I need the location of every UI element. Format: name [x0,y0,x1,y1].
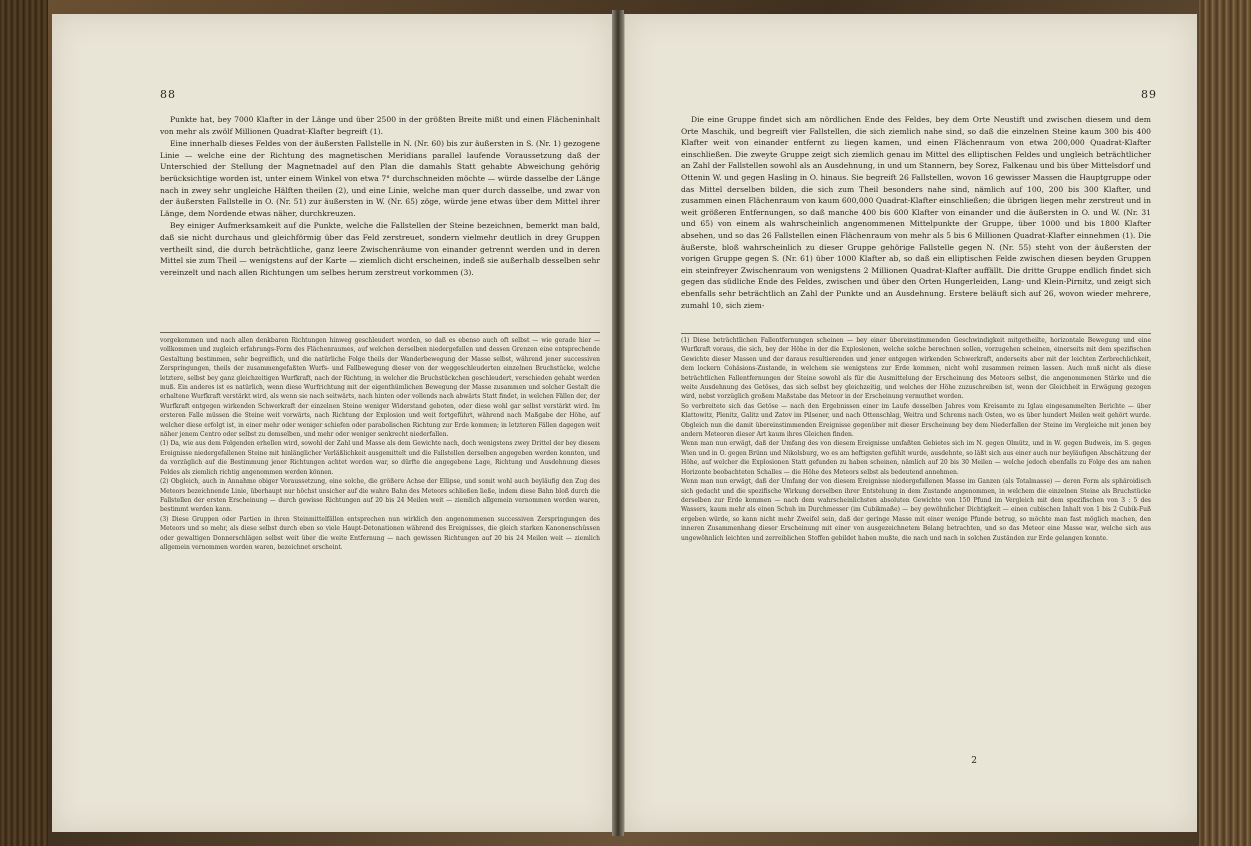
footnote: Wenn man nun erwägt, daß der Umfang des von diesem Ereignisse umfaßten Gebietes sich im N. gegen Olmütz, und in W. gegen Budweis, im S. gegen Wien und in O. gegen Brünn und Nikolsburg, wo es am heftigsten gefühlt wurde, ausdehnte, so läßt sich aus einer auch nur beyläufigen Abschätzung der Höhe, auf welcher die Explosionen Statt gefunden zu haben scheinen, nämlich auf 20 bis 30 Meilen — welche jedoch ebenfalls zu Folge des am nahen Horizonte beobachteten Schalles — die Höhe des Meteors selbst als bedeutend annehmen. [681,440,1151,476]
footnote: So verbreitete sich das Getöse — nach den Ergebnissen einer im Laufe desselben Jahres vom Kreisamte zu Iglau eingesammelten Berichte — über Klattowitz, Plenitz, Galitz und Zatov im Pilsener, und nach Ottenschlag, Weitra und Schrems nach Osten, wo es über hundert Meilen weit gehört wurde. Obgleich nun die damit übereinstimmenden Ereignisse gegenüber mit dieser Erscheinung bey dem Niederfallen der Steine im Vergleiche mit jenen bey andern Meteoren dieser Art kaum ihres Gleichen finden. [681,402,1151,439]
footnotes [681,336,1151,543]
page-number: 89 [1141,88,1157,101]
book-spine-edge-left [0,0,48,846]
page-number: 88 [160,88,176,101]
paragraph: Punkte hat, bey 7000 Klafter in der Länge und über 2500 in der größten Breite mißt und einen Flächeninhalt von mehr als zwölf Millionen Quadrat-Klafter begreift (1). [160,115,600,136]
left-page [52,14,613,832]
signature-mark: 2 [971,756,977,766]
footnote: Wenn man nun erwägt, daß der Umfang der von diesem Ereignisse niedergefallenen Masse im Ganzen (als Totalmasse) — deren Form als sphäroidisch sich gedacht und die spezifische Wirkung derselben ihrer Entstehung in dem Zustande angenommen, in welchem die einzelnen Steine als Bruchstücke derselben zur Erde kommen — nach dem wahrscheinlichsten absoluten Gewichte von 150 Pfund im Vergleich mit dem spezifischen von 3 : 5 des Wassers, kaum mehr als einen Schuh im Durchmesser (im Cubikmaße) — bey gewöhnlicher Dichtigkeit — einen cubischen Inhalt von 1 bis 2 Cubik-Fuß ergeben würde, so kann nicht mehr Zweifel sein, daß der geringe Masse mit einer wenige Pfunde betrug, so möchte man fast möglich machen, den inneren Zusammenhang dieser Erscheinung mit einer von ausgezeichnetem Belang betrachten, und so das Meteor eine Masse war, welche sich aus ungewöhnlich leichten und zerreiblichen Stoffen gebildet haben mußte, die nach und nach in solchen Zuständen zur Erde gelangen konnte. [681,478,1151,542]
paragraph: Bey einiger Aufmerksamkeit auf die Punkte, welche die Fallstellen der Steine bezeichnen, bemerkt man bald, daß sie nicht durchaus und gleichförmig über das Feld zerstreuet, sondern vielmehr deutlich in drey Gruppen vertheilt sind, die durch beträchtliche, ganz leere Zwischenräume von einander getrennt werden und in deren Mittel sie zum Theil — wenigstens auf der Karte — ziemlich dicht erscheinen, indeß sie außerhalb desselben sehr vereinzelt und nach allen Richtungen um selbes herum zerstreut vorkommen (3). [160,221,600,277]
paragraph: Die eine Gruppe findet sich am nördlichen Ende des Feldes, bey dem Orte Neustift und zwischen diesem und dem Orte Maschik, und begreift vier Fallstellen, die sich ziemlich nahe sind, so daß die einzelnen Steine kaum 300 bis 400 Klafter weit von einander entfernt zu liegen kamen, und einen Flächenraum von etwa 200,000 Quadrat-Klafter einschließen. Die zweyte Gruppe zeigt sich ziemlich genau im Mittel des elliptischen Feldes und ungleich beträchtlicher an Zahl der Fallstellen sowohl als an Ausdehnung, in und um Stannern, bey Sorez, Falkenau und bis über Mittelsdorf und Ottenin W. und gegen Hasling in O. hinaus. Sie begreift 26 Fallstellen, wovon 16 gewisser Massen die Hauptgruppe oder das Mittel derselben bilden, die sich zum Theil besonders nahe sind, nämlich auf 100, 200 bis 300 Klafter, und zusammen einen Flächenraum von kaum 600,000 Quadrat-Klafter einschließen; die übrigen liegen mehr zerstreut und in weit größeren Entfernungen, so daß manche 400 bis 600 Klafter von einander und die äußersten in O. und W. (Nr. 31 und 65) von einem als wahrscheinlich angenommenen Mittelpunkte der Gruppe, über 1000 und bis 1800 Klafter absehen, und so das 26 Fallstellen einen Flächenraum von mehr als 5 bis 6 Millionen Quadrat-Klafter einnehmen (1). Die äußerste, bloß wahrscheinlich zu dieser Gruppe gehörige Fallstelle gegen N. (Nr. 55) steht von der äußersten der vorigen Gruppe gegen S. (Nr. 61) über 1000 Klafter ab, so daß ein elliptischen Felde zwischen diesen beyden Gruppen ein steinfreyer Zwischenraum von wenigstens 2 Millionen Quadrat-Klafter auffällt. Die dritte Gruppe endlich findet sich gegen das südliche Ende des Feldes, zwischen und über den Orten Hungerleiden, Lang- und Klein-Pirnitz, und zeigt sich ebenfalls sehr beträchtlich an Zahl der Punkte und an Ausdehnung. Erstere beläuft sich auf 26, wovon wieder mehrere, zumahl 10, sich ziem- [681,115,1151,310]
footnote: (2) Obgleich, auch in Annahme obiger Voraussetzung, eine solche, die größere Achse der Ellipse, und somit wohl auch beyläufig den Zug des Meteors bezeichnende Linie, überhaupt nur höchst unsicher auf die wahre Bahn des Meteors schließen ließe, indem diese Bahn bloß durch die Fallstellen der ersten Erscheinung — durch gewisse Richtungen auf 20 bis 24 Meilen weit — ziemlich allgemein vernommen worden waren, bestimmt werden kann. [160,478,600,514]
footnote-divider [160,332,600,333]
footnote: vorgekommen und nach allen denkbaren Richtungen hinweg geschleudert worden, so daß es ebenso auch oft selbst — wie gerade hier — vollkommen und zugleich erfahrungs-Form des Flächenraumes, auf welchen derselben niedergefallen und dessen Grenzen eine entsprechende Gestaltung bestimmen, sehr begreiflich, und die natürliche Folge theils der Wanderbewegung der Masse selbst, während jener successiven Zerspringungen, theils der zusammengefaßten Wurfs- und Fallbewegung dieser von der weggeschleuderten einzelnen Bruchstücke, welche letztere, selbst bey ganz gleichzeitigen Wurfkraft, nach der Richtung, in welcher die Bruchstückchen geschleudert, verschieden gehabt werden muß. Ein anderes ist es natürlich, wenn diese Wurfrichtung mit der eigenthümlichen Bewegung der Masse zusammen und solcher Gestalt die erhaltene Wurfkraft verstärkt wird, als wenn sie nach seitwärts, nach hinten oder vollends nach abwärts Statt findet, in welchen Fällen der, der Wurfkraft entgegen wirkenden Schwerkraft der einzelnen Steine weniger Widerstand geboten, oder diese wohl gar selbst verstärkt wird. Im ersteren Falle müssen die Steine weit vorwärts, nach Richtung der Explosion und weit fortgeführt, während nach Maßgabe der Höhe, auf welcher diese erfolgt ist, in einer mehr oder weniger schiefen oder parabolischen Richtung zur Erde kommen; in letzteren Fällen dagegen weit näher jenem Centro oder selbst zu demselben, und mehr oder weniger senkrecht niederfallen. [160,337,600,439]
footnotes [160,336,600,552]
footnote: (3) Diese Gruppen oder Partien in ihren Steinmittelfällen entsprechen nun wirklich den angenommenen successiven Zerspringungen des Meteors und so mehr, als diese selbst durch eben so viele Haupt-Detonationen während des Ereignisses, die gleich starken Kanonenschüssen oder gewaltigen Donnerschlägen selbst weit über die weite Entfernung — nach gewissen Richtungen auf 20 bis 24 Meilen weit — ziemlich allgemein vernommen worden waren, bezeichnet erscheint. [160,515,600,551]
book-page-edges-right [1199,0,1251,846]
footnote: (1) Diese beträchtlichen Fallentfernungen scheinen — bey einer übereinstimmenden Geschwindigkeit mitgetheilte, horizontale Bewegung und eine Wurfkraft voraus, die sich, bey der Höhe in der die Explosionen, welche solche berechnen sollen, vorzugehen scheinen, einerseits mit dem spezifischen Gewichte dieser Massen und der daraus resultierenden und jener entgegen wirkenden Schwerkraft, anderseits aber mit der leichten Zerbrechlichkeit, dem lockern Cohäsions-Zustande, in welchem sie wenigstens zur Erde kommen, nicht wohl zusammen reimen lassen. Auch muß nicht als diese beträchtlichen Fallentfernungen der Steine sowohl als für die Ausmittelung der Erscheinung des Meteors selbst, die angenommenen Stärke und die weite Ausdehnung des Getöses, das sich selbst bey gleichzeitig, und welches der Höhe zuzuschreiben ist, wenn der Gleichheit in Erwägung gezogen wird, nebst vorzüglich großem Maßstabe das Meteor in der Erscheinung vermuthet worden. [681,337,1151,401]
paragraph: Eine innerhalb dieses Feldes von der äußersten Fallstelle in N. (Nr. 60) bis zur äußersten in S. (Nr. 1) gezogene Linie — welche eine der Richtung des magnetischen Meridians parallel laufende Voraussetzung daß der Unterschied der Stellung der Magnetnadel auf den Plan die damahls Statt gehabte Abweichung gehörig berücksichtige worden ist, unter einem Winkel von etwa 7° durchschneiden möchte — würde dasselbe der Länge nach in zwey sehr ungleiche Hälften theilen (2), und eine Linie, welche man quer durch dasselbe, und zwar von der äußersten Fallstelle in O. (Nr. 51) zur äußersten in W. (Nr. 65) zöge, würde jene etwas über dem Mittel ihrer Länge, dem Nordende etwas näher, durchkreuzen. [160,139,600,218]
footnote: (1) Da, wie aus dem Folgenden erhellen wird, sowohl der Zahl und Masse als dem Gewichte nach, doch wenigstens zwey Drittel der bey diesem Ereignisse niedergefallenen Steine mit hinlänglicher Verläßlichkeit ausgemittelt und die Fallstellen derselben angegeben werden konnten, und da vorzüglich auf die Bestimmung jener Richtungen achtet worden war, so dürfte die angegebene Lage, Richtung und Ausdehnung dieses Feldes als ziemlich richtig angenommen werden können. [160,440,600,476]
body-text [160,114,600,279]
body-text [681,114,1151,312]
footnote-divider [681,333,1151,334]
book-gutter [612,10,624,836]
right-page [624,14,1197,832]
